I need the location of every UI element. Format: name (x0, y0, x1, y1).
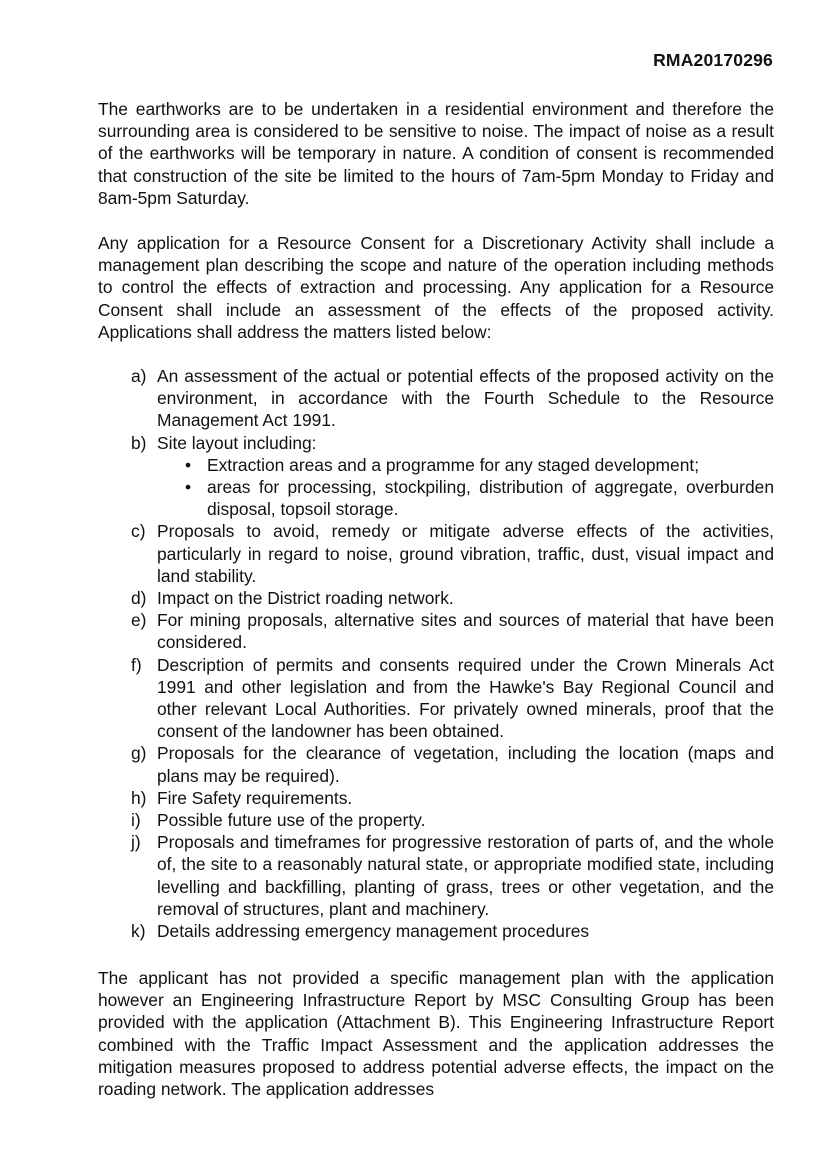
paragraph-management-plan: The applicant has not provided a specific management plan with the application however an Engineering Infrastructure Report by MSC Consulting Group has been provided with the application (Attachment B). This Engineering Infrastructure Report combined with the Traffic Impact Assessment and the application addresses the mitigation measures proposed to address potential adverse effects, the impact on the roading network. The application addresses (98, 968, 774, 1100)
bullet-item (181, 454, 774, 476)
list-item (131, 609, 774, 653)
list-item (131, 365, 774, 432)
list-item-text: Proposals to avoid, remedy or mitigate adverse effects of the activities, particularly in regard to noise, ground vibration, traffic, dust, visual impact and land stability. (157, 521, 774, 586)
list-item-text: Site layout including: (157, 432, 317, 453)
list-item (131, 787, 774, 809)
list-item (131, 831, 774, 920)
list-item (131, 920, 774, 942)
matters-list (131, 365, 774, 942)
list-item (131, 654, 774, 743)
paragraph-noise: The earthworks are to be undertaken in a residential environment and therefore the surrounding area is considered to be sensitive to noise. The impact of noise as a result of the earthworks will be temporary in nature. A condition of consent is recommended that construction of the site be limited to the hours of 7am-5pm Monday to Friday and 8am-5pm Saturday. (98, 99, 774, 208)
list-item (131, 742, 774, 786)
list-marker: g) (131, 743, 147, 764)
list-marker: j) (131, 832, 141, 853)
bullet-icon: • (185, 454, 192, 475)
list-item (131, 432, 774, 521)
site-layout-bullets (157, 454, 774, 521)
bullet-icon: • (185, 477, 192, 498)
bullet-text: areas for processing, stockpiling, distribution of aggregate, overburden disposal, topsoil storage. (207, 477, 774, 520)
list-marker: e) (131, 610, 147, 631)
list-marker: f) (131, 654, 142, 675)
list-item-text: Details addressing emergency management procedures (157, 921, 590, 942)
list-marker: i) (131, 810, 141, 831)
list-item-text: Proposals and timeframes for progressive restoration of parts of, and the whole of, the site to a reasonably natural state, or appropriate modified state, including levelling and backfilling, planting of grass, trees or other vegetation, and the removal of structures, plant and machinery. (157, 832, 774, 919)
list-item (131, 809, 774, 831)
list-item-text: Description of permits and consents required under the Crown Minerals Act 1991 and other legislation and from the Hawke's Bay Regional Council and other relevant Local Authorities. For privately owned minerals, proof that the consent of the landowner has been obtained. (157, 654, 774, 742)
list-marker: b) (131, 432, 147, 453)
list-item-text: Proposals for the clearance of vegetation, including the location (maps and plans may be required). (157, 743, 774, 786)
list-marker: a) (131, 366, 147, 386)
paragraph-requirements: Any application for a Resource Consent for a Discretionary Activity shall include a management plan describing the scope and nature of the operation including methods to control the effects of extraction and processing. Any application for a Resource Consent shall include an assessment of the effects of the proposed activity. Applications shall address the matters listed below: (98, 233, 774, 342)
list-item (131, 587, 774, 609)
list-item-text: An assessment of the actual or potential effects of the proposed activity on the environment, in accordance with the Fourth Schedule to the Resource Management Act 1991. (157, 366, 774, 431)
bullet-text: Extraction areas and a programme for any staged development; (207, 454, 700, 475)
list-marker: c) (131, 521, 146, 542)
reference-number: RMA20170296 (653, 50, 773, 70)
bullet-item (181, 476, 774, 520)
list-marker: h) (131, 787, 147, 808)
list-marker: k) (131, 921, 146, 942)
list-item-text: For mining proposals, alternative sites and sources of material that have been considered. (157, 610, 774, 653)
list-marker: d) (131, 588, 147, 609)
list-item (131, 520, 774, 587)
list-item-text: Impact on the District roading network. (157, 588, 454, 609)
list-item-text: Fire Safety requirements. (157, 787, 353, 808)
list-item-text: Possible future use of the property. (157, 810, 426, 831)
